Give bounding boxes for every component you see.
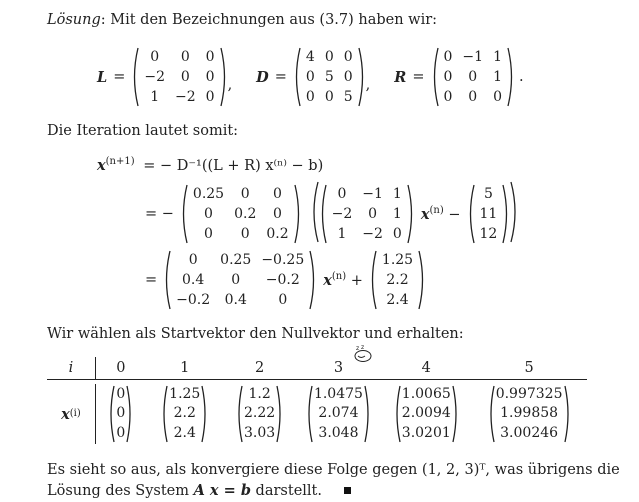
table-row (47, 380, 587, 448)
busy-cursor-icon (352, 343, 374, 363)
vector-c: 1.25 2.2 2.4 (369, 250, 426, 310)
table-cell-2: 1.2 2.22 3.03 (224, 385, 296, 443)
left-paren-icon (293, 47, 301, 107)
header-col-1: 1 (180, 360, 190, 376)
qed-square-icon (344, 487, 351, 494)
table-cell-5: 0.997325 1.99858 3.00246 (471, 385, 587, 443)
row-label-x: x (i) (47, 384, 96, 444)
right-paren-icon (309, 250, 317, 310)
left-paren-icon (467, 184, 475, 244)
outer-left-paren-icon (310, 181, 319, 247)
vector-b: 5 11 12 (467, 184, 511, 244)
solution-intro-text: : Mit den Bezeichnungen aus (3.7) haben wir: (100, 12, 438, 28)
solution-intro (47, 12, 437, 28)
left-paren-icon (431, 47, 439, 107)
conclusion-line1: Es sieht so aus, als konvergiere diese Folge gegen (1, 2, 3)ᵀ, was übrigens die (47, 462, 620, 478)
start-vector-text: Wir wählen als Startvektor den Nullvektor und erhalten: (47, 326, 464, 342)
left-paren-icon (163, 250, 171, 310)
table-cell-3: 1.0475 2.074 3.048 (296, 385, 382, 443)
right-paren-icon (507, 47, 515, 107)
header-col-5: 5 (524, 360, 534, 376)
matrix-L-body: 0 0 0 −2 0 0 1 −2 0 (144, 48, 215, 105)
table-cell-0: 0 0 0 (96, 385, 146, 443)
svg-text:z: z (356, 345, 360, 352)
header-col-0: 0 (116, 360, 126, 376)
matrix-D (293, 47, 366, 107)
left-paren-icon (319, 184, 327, 244)
matrix-R-name: R (394, 68, 407, 86)
conclusion-line2: Lösung des System A x = b darstellt. (47, 482, 351, 499)
header-col-3: 3 (333, 360, 344, 376)
matrix-R-body: 0 −1 1 0 0 1 0 0 0 (443, 48, 502, 105)
matrix-definitions: L = 0 0 0 −2 0 0 1 −2 0 , D = 4 0 0 0 5 0 0 0 5 , R = 0 −1 1 0 0 1 0 0 0 . (97, 47, 524, 107)
matrix-D-inverse: 0.25 0 0 0 0.2 0 0 0 0.2 (180, 184, 302, 244)
equation-Ax-b: A x = b (193, 482, 251, 499)
table-cell-1: 1.25 2.2 2.4 (146, 385, 224, 443)
left-paren-icon (131, 47, 139, 107)
iteration-formula-line3: = 0 0.25 −0.25 0.4 0 −0.2 −0.2 0.4 0 $x^{(n)}$ + 1.25 2.2 2.4 (145, 249, 426, 311)
matrix-D-name: D (256, 68, 269, 86)
right-paren-icon (502, 184, 510, 244)
iteration-heading: Die Iteration lautet somit: (47, 123, 239, 139)
table-header-row (47, 357, 587, 380)
matrix-L (131, 47, 227, 107)
equals-sign: = (113, 69, 126, 85)
table-cell-4: 1.0065 2.0094 3.0201 (381, 385, 471, 443)
iteration-formula-line1: $x^{(n+1)}$ = − D⁻¹((L + R) x⁽ⁿ⁾ − b) (97, 156, 324, 174)
svg-text:z: z (361, 344, 365, 351)
matrix-M: 0 0.25 −0.25 0.4 0 −0.2 −0.2 0.4 0 (163, 250, 317, 310)
left-paren-icon (369, 250, 377, 310)
right-paren-icon (220, 47, 228, 107)
left-paren-icon (180, 184, 188, 244)
right-paren-icon (294, 184, 302, 244)
matrix-D-body: 4 0 0 0 5 0 0 0 5 (305, 48, 353, 105)
matrix-L-plus-R: 0 −1 1 −2 0 1 1 −2 0 (319, 184, 415, 244)
header-i: i (47, 357, 96, 379)
outer-right-paren-icon (510, 181, 519, 247)
right-paren-icon (418, 250, 426, 310)
matrix-R (431, 47, 515, 107)
iteration-formula-line2: = − 0.25 0 0 0 0.2 0 0 0 0.2 0 −1 1 −2 0 1 1 −2 0 $x^{(n)}$ − 5 11 12 (145, 183, 519, 245)
right-paren-icon (358, 47, 366, 107)
header-col-2: 2 (254, 360, 265, 376)
iteration-results-table (47, 357, 587, 448)
matrix-L-name: L (97, 68, 108, 86)
header-col-4: 4 (421, 360, 431, 376)
right-paren-icon (407, 184, 415, 244)
solution-label: Lösung (47, 12, 101, 28)
